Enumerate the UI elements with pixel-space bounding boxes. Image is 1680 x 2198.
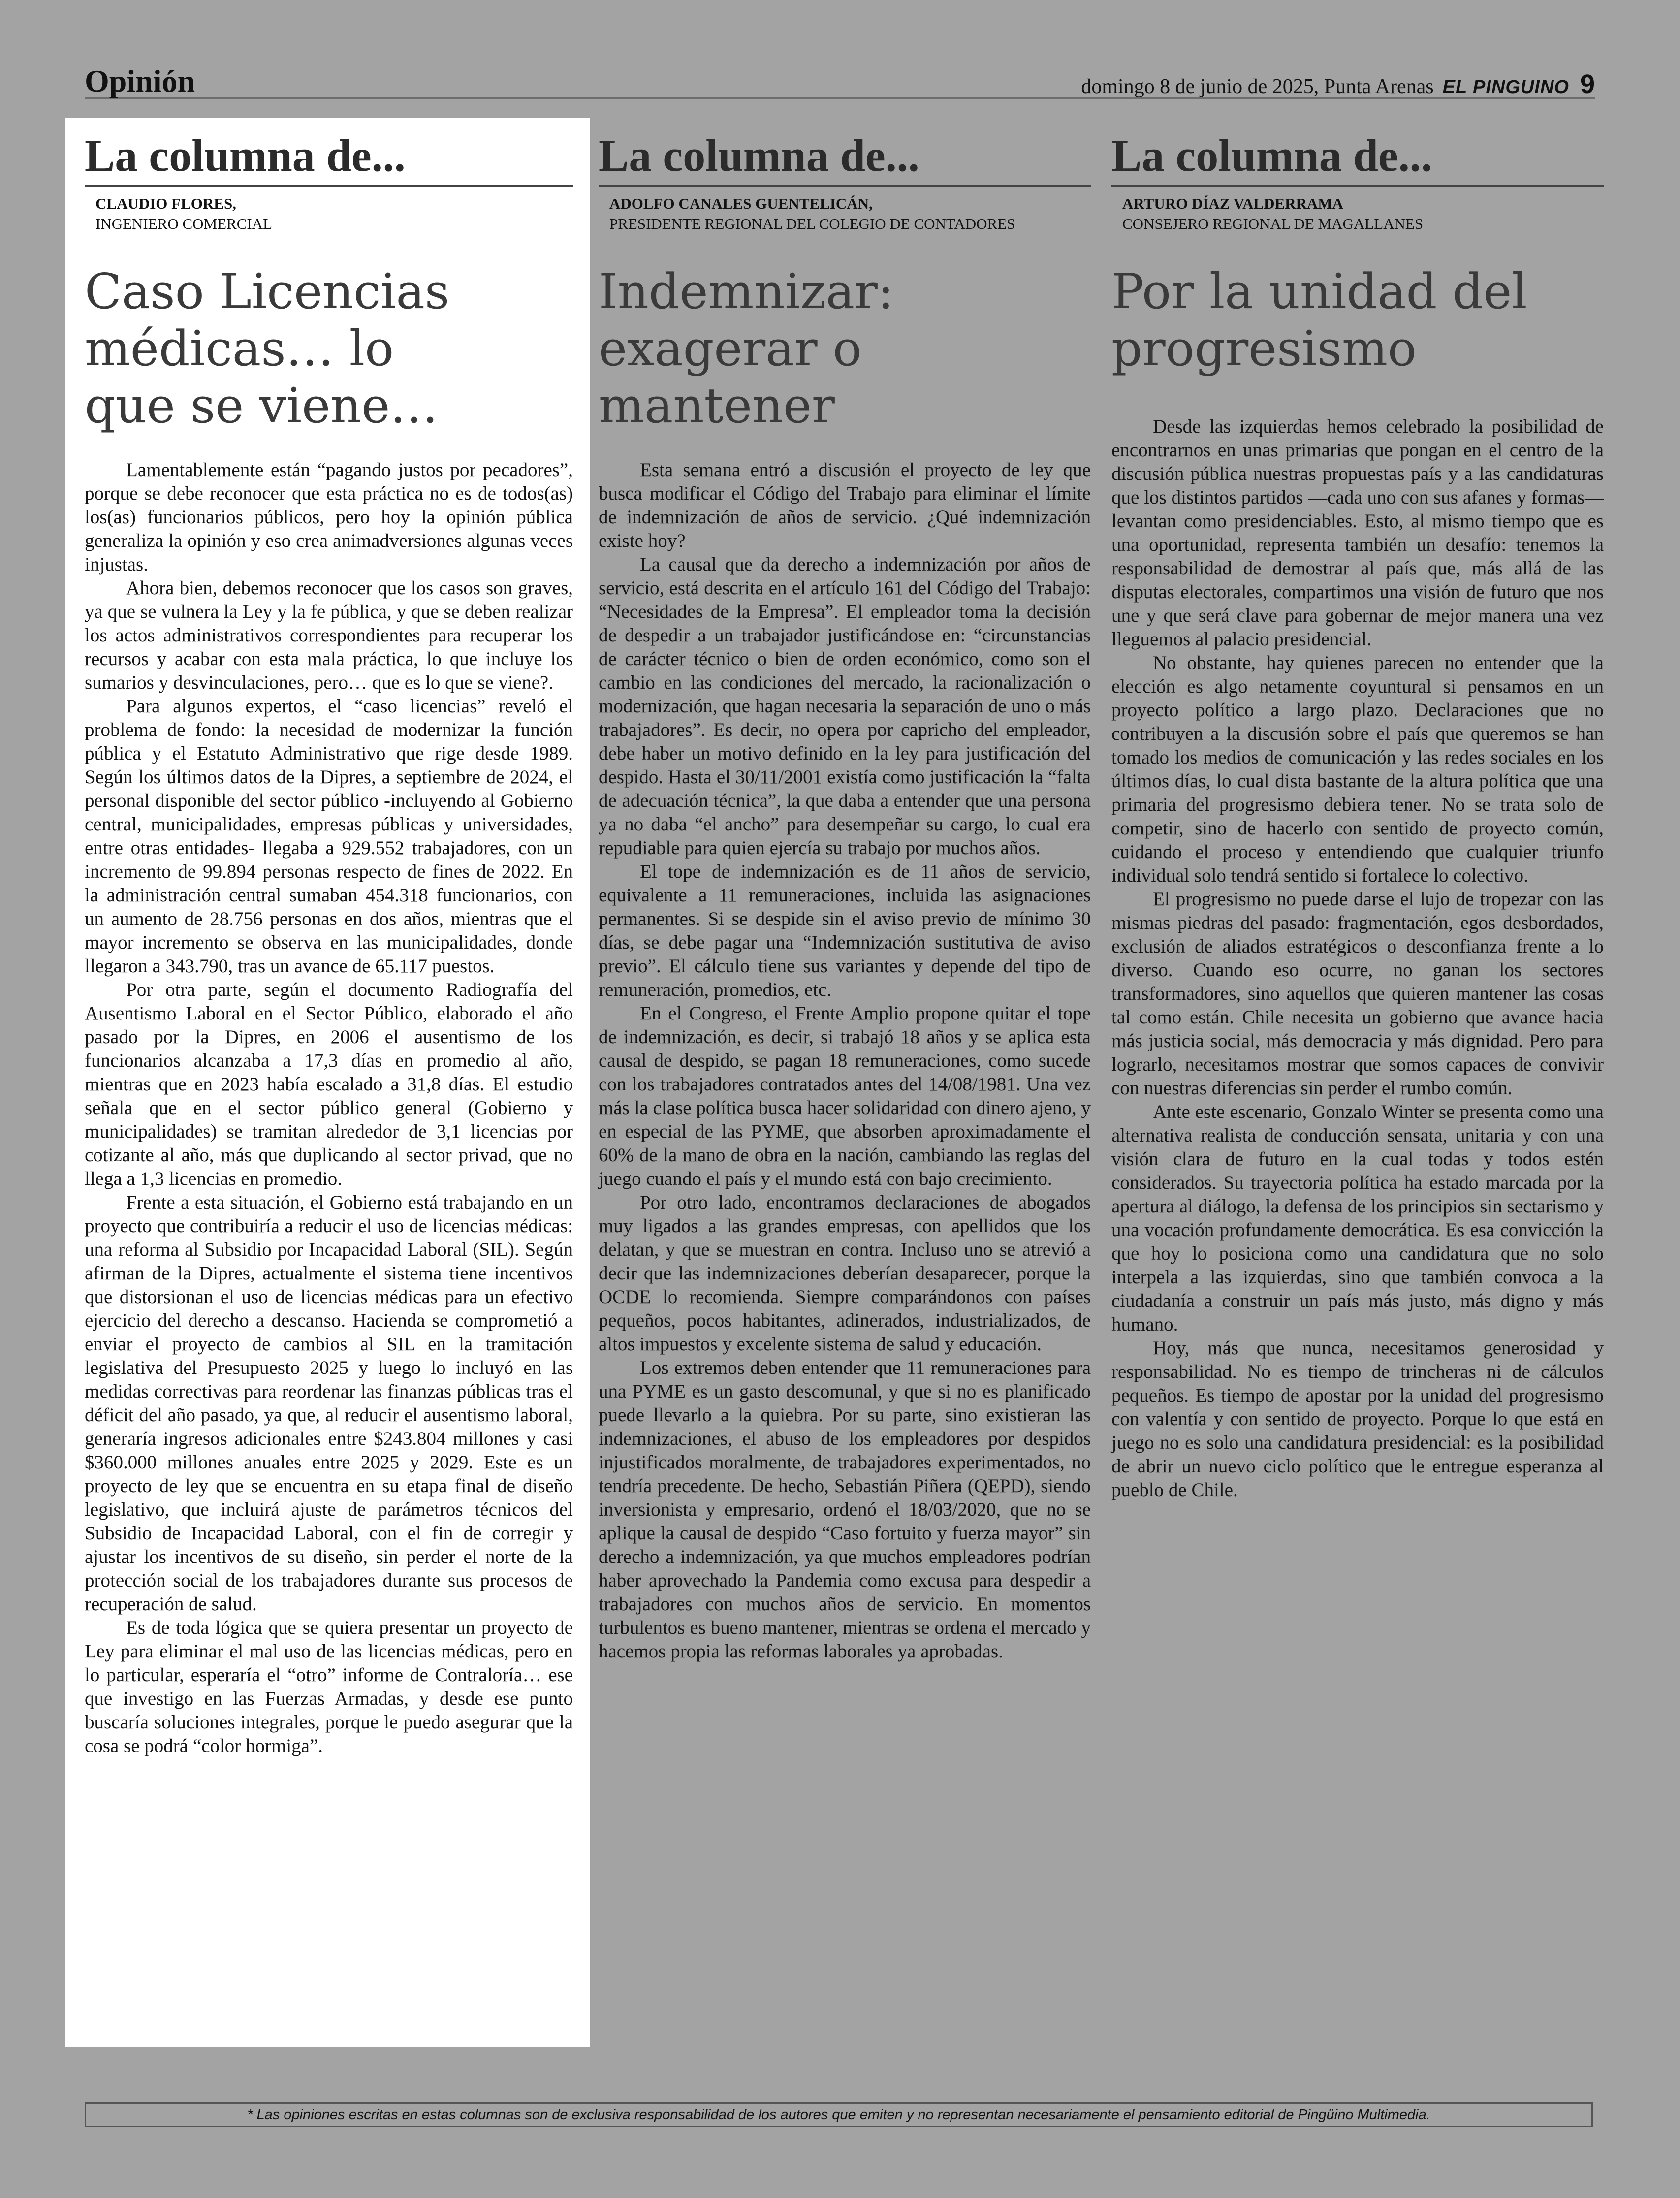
article-body (85, 458, 573, 1758)
paragraph: El tope de indemnización es de 11 años de servicio, equivalente a 11 remuneraciones, incluida las asignaciones permanentes. Si se despide sin el aviso previo de mínimo 30 días, se debe pagar una “Indemnización sustitutiva de aviso previo”. El cálculo tiene sus variantes y depende del tipo de remuneración, promedios, etc. (599, 861, 1091, 1000)
author-role: CONSEJERO REGIONAL DE MAGALLANES (1122, 215, 1424, 232)
article-headline (599, 263, 1091, 435)
paragraph: Los extremos deben entender que 11 remuneraciones para una PYME es un gasto descomunal, y que si no es planificado puede llevarlo a la quiebra. Por su parte, sino existieran las indemnizaciones, el abuso de los empleadores por despidos injustificados moralmente, de trabajadores experimentados, no tendría precedente. De hecho, Sebastián Piñera (QEPD), siendo inversionista y empresario, ordenó el 18/03/2020, que no se aplique la causal de despido “Caso fortuito y fuerza mayor” sin derecho a indemnización, ya que muchos empleadores podrían haber aprovechado la Pandemia como excusa para despedir a trabajadores con muchos años de servicio. En momentos turbulentos es bueno mantener, mientras se ordena el mercado y hacemos propia las reformas laborales ya aprobadas. (599, 1357, 1091, 1662)
headline-line: Por la unidad del (1111, 264, 1527, 320)
section-label: Opinión (85, 64, 195, 98)
paragraph: Hoy, más que nunca, necesitamos generosidad y responsabilidad. No es tiempo de trincheras ni de cálculos pequeños. Es tiempo de apostar por la unidad del progresismo con valentía y con sentido de proyecto. Porque lo que está en juego no es solo una candidatura presidencial: es la posibilidad de abrir un nuevo ciclo político que le entregue esperanza al pueblo de Chile. (1111, 1338, 1604, 1500)
headline-line: médicas… lo (85, 321, 394, 377)
column-kicker: La columna de... (1111, 118, 1604, 187)
paragraph: Por otra parte, según el documento Radiografía del Ausentismo Laboral en el Sector Público, elaborado el año pasado por la Dipres, en 2006 el ausentismo de los funcionarios alcanzaba a 17,3 días en promedio al año, mientras que en 2023 había escalado a 31,8 días. El estudio señala que en el sector público general (Gobierno y municipalidades) se tramitan alrededor de 3,1 licencias por cotizante al año, más que duplicando al sector privad, que no llega a 1,3 licencias en promedio. (85, 979, 573, 1189)
page-number: 9 (1580, 69, 1595, 99)
paragraph: El progresismo no puede darse el lujo de tropezar con las mismas piedras del pasado: fragmentación, egos desbordados, exclusión de aliados estratégicos o desconfianza frente a lo diverso. Cuando eso ocurre, no ganan los sectores transformadores, sino aquellos que quieren mantener las cosas tal como están. Chile necesita un gobierno que avance hacia más justicia social, más democracia y más dignidad. Pero para lograrlo, necesitamos mostrar que somos capaces de convivir con nuestras diferencias sin perder el rumbo común. (1111, 889, 1604, 1099)
paragraph: En el Congreso, el Frente Amplio propone quitar el tope de indemnización, es decir, si trabajó 18 años y se aplica esta causal de despido, se pagan 18 remuneraciones, como sucede con los trabajadores contratados antes del 14/08/1981. Una vez más la clase política busca hacer solidaridad con dinero ajeno, y en especial de las PYME, que absorben aproximadamente el 60% de la mano de obra en la nación, cambiando las reglas del juego cuando el país y el mundo está con bajo crecimiento. (599, 1003, 1091, 1189)
column-3 (1111, 118, 1604, 1502)
column-2 (599, 118, 1091, 1663)
paragraph: Es de toda lógica que se quiera presentar un proyecto de Ley para eliminar el mal uso de las licencias médicas, pero en lo particular, esperaría el “otro” informe de Contraloría… ese que investigo en las Fuerzas Armadas, y desde ese punto buscaría soluciones integrales, porque le puedo asegurar que la cosa se podrá “color hormiga”. (85, 1617, 573, 1756)
article-headline (85, 263, 573, 435)
footer-disclaimer: * Las opiniones escritas en estas columnas son de exclusiva responsabilidad de los autores que emiten y no representan necesariamente el pensamiento editorial de Pingüino Multimedia. (85, 2102, 1593, 2127)
paragraph: La causal que da derecho a indemnización por años de servicio, está descrita en el artículo 161 del Código del Trabajo: “Necesidades de la Empresa”. El empleador toma la decisión de despedir a un trabajador justificándose en: “circunstancias de carácter técnico o bien de orden económico, como son el cambio en las condiciones del mercado, la racionalización o modernización, que hagan necesaria la separación de uno o más trabajadores”. Es decir, no opera por capricho del empleador, debe haber un motivo definido en la ley para justificación del despido. Hasta el 30/11/2001 existía como justificación la “falta de adecuación técnica”, la que daba a entender que una persona ya no daba “el ancho” para desempeñar su cargo, lo cual era repudiable para quien ejercía su trabajo por muchos años. (599, 554, 1091, 859)
article-body (599, 458, 1091, 1663)
headline-line: Indemnizar: (599, 264, 894, 320)
paragraph: Para algunos expertos, el “caso licencias” reveló el problema de fondo: la necesidad de modernizar la función pública y el Estatuto Administrativo que rige desde 1989. Según los últimos datos de la Dipres, a septiembre de 2024, el personal disponible del sector público -incluyendo al Gobierno central, municipalidades, empresas públicas y universidades, entre otras entidades- llegaba a 929.552 trabajadores, con un incremento de 99.894 personas respecto de fines de 2022. En la administración central sumaban 454.318 funcionarios, con un aumento de 28.756 personas en dos años, mientras que el mayor incremento se observa en las municipalidades, donde llegaron a 343.790, tras un avance de 65.117 puestos. (85, 696, 573, 977)
paragraph: Ante este escenario, Gonzalo Winter se presenta como una alternativa realista de conducción sensata, unitaria y con una visión clara de futuro en la cual todas y todos estén considerados. Su trayectoria política ha estado marcada por la apertura al diálogo, la defensa de los principios sin sectarismo y una vocación profundamente democrática. Es esa convicción la que hoy lo posiciona como una candidatura que no solo interpela a las izquierdas, sino que también convoca a la ciudadanía a construir un país más justo, más digno y más humano. (1111, 1101, 1604, 1335)
paragraph: Por otro lado, encontramos declaraciones de abogados muy ligados a las grandes empresas, con apellidos que los delatan, y que se muestran en contra. Incluso uno se atrevió a decir que las indemnizaciones deberían desaparecer, porque la OCDE lo recomienda. Siempre comparándonos con países pequeños, pocos habitantes, adinerados, industrializados, de altos impuestos y excelente sistema de salud y educación. (599, 1192, 1091, 1355)
paragraph: No obstante, hay quienes parecen no entender que la elección es algo netamente coyuntural si pensamos en un proyecto político a largo plazo. Declaraciones que no contribuyen a la discusión sobre el país que queremos se han tomado los medios de comunicación y las redes sociales en los últimos días, lo cual dista bastante de la altura política que una primaria del progresismo debiera tener. No se trata solo de competir, sino de hacerlo con sentido de proyecto común, cuidando el proceso y entendiendo que cualquier triunfo individual solo tendrá sentido si fortalece lo colectivo. (1111, 652, 1604, 886)
column-1 (65, 118, 590, 2047)
author-role: PRESIDENTE REGIONAL DEL COLEGIO DE CONTADORES (609, 215, 1015, 232)
article-body (1111, 415, 1604, 1502)
article-headline (1111, 263, 1604, 378)
page-header (85, 63, 1595, 99)
paragraph: Ahora bien, debemos reconocer que los casos son graves, ya que se vulnera la Ley y la fe pública, y que se deben realizar los actos administrativos correspondientes para recuperar los recursos y acabar con esta mala práctica, lo que incluye los sumarios y desvinculaciones, pero… que es lo que se viene?. (85, 577, 573, 693)
paragraph: Frente a esta situación, el Gobierno está trabajando en un proyecto que contribuiría a reducir el uso de licencias médicas: una reforma al Subsidio por Incapacidad Laboral (SIL). Según afirman de la Dipres, actualmente el sistema tiene incentivos que distorsionan el uso de licencias médicas para un efectivo ejercicio del derecho a descanso. Hacienda se comprometió a enviar el proyecto de cambios al SIL en la tramitación legislativa del Presupuesto 2025 y luego lo incluyó en las medidas correctivas para reordenar las finanzas públicas tras el déficit del año pasado, ya que, al reducir el ausentismo laboral, generaría ingresos adicionales entre $243.804 millones y casi $360.000 millones anuales entre 2025 y 2029. Este es un proyecto de ley que se encuentra en su etapa final de diseño legislativo, que incluirá ajuste de parámetros técnicos del Subsidio de Incapacidad Laboral, con el fin de corregir y ajustar los incentivos de su diseño, sin perder el norte de la protección social de los trabajadores durante sus procesos de recuperación de salud. (85, 1192, 573, 1615)
headline-line: exagerar o (599, 321, 862, 377)
column-kicker: La columna de... (85, 118, 573, 187)
author-name: ADOLFO CANALES GUENTELICÁN, (609, 195, 873, 212)
newspaper-logo: EL PINGUINO (1442, 77, 1569, 97)
author-name: CLAUDIO FLORES, (95, 195, 236, 212)
author-block (599, 187, 1091, 238)
headline-line: progresismo (1111, 321, 1417, 377)
headline-line: que se viene… (85, 378, 439, 434)
paragraph: Desde las izquierdas hemos celebrado la posibilidad de encontrarnos en unas primarias que pongan en el centro de la discusión pública nuestras propuestas país y a las candidaturas que los distintos partidos —cada uno con sus afanes y formas— levantan como presidenciables. Esto, al mismo tiempo que es una oportunidad, representa también un desafío: tenemos la responsabilidad de demostrar al país que, más allá de las disputas electorales, compartimos una visión de futuro que nos une y que será clave para gobernar de mejor manera una vez lleguemos al palacio presidencial. (1111, 416, 1604, 650)
author-name: ARTURO DÍAZ VALDERRAMA (1122, 195, 1344, 212)
paragraph: Lamentablemente están “pagando justos por pecadores”, porque se debe reconocer que esta práctica no es de todos(as) los(as) funcionarios públicos, pero hoy la opinión pública generaliza la opinión y eso crea animadversiones algunas veces injustas. (85, 459, 573, 575)
author-block (85, 187, 573, 238)
author-role: INGENIERO COMERCIAL (95, 215, 273, 232)
date-place: domingo 8 de junio de 2025, Punta Arenas (1081, 75, 1434, 98)
header-meta (1081, 69, 1595, 99)
headline-line: Caso Licencias (85, 264, 450, 320)
author-block (1111, 187, 1604, 238)
column-kicker: La columna de... (599, 118, 1091, 187)
headline-line: mantener (599, 378, 835, 434)
paragraph: Esta semana entró a discusión el proyecto de ley que busca modificar el Código del Trabajo para eliminar el límite de indemnización de años de servicio. ¿Qué indemnización existe hoy? (599, 459, 1091, 551)
